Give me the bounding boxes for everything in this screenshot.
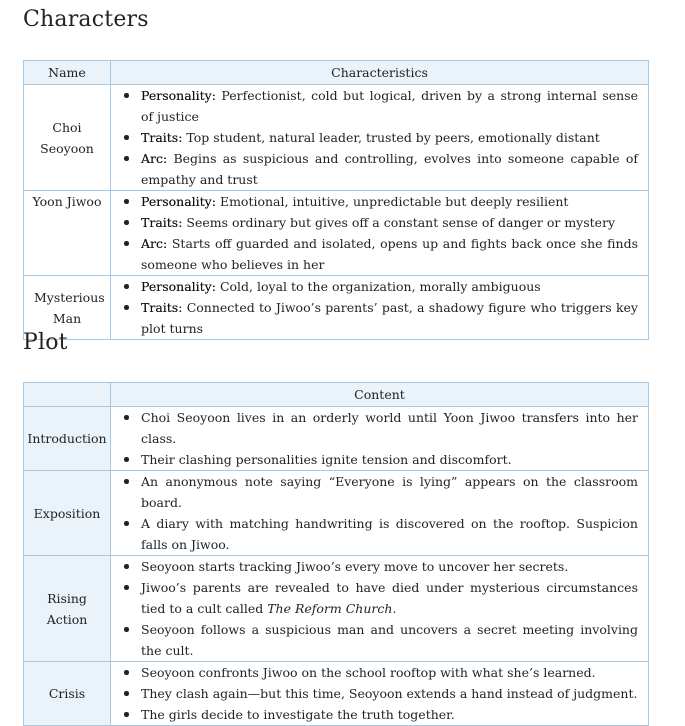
character-row-mysterious-man <box>24 276 649 340</box>
list-item: An anonymous note saying “Everyone is lying” appears on the classroom board. <box>129 471 638 513</box>
character-name: Mysterious Man <box>24 276 111 340</box>
characteristics-list <box>111 276 648 339</box>
column-header-name: Name <box>24 61 111 85</box>
plot-content <box>111 662 649 726</box>
list-item: Traits: Connected to Jiwoo’s parents’ past, a shadowy figure who triggers key plot turns <box>129 297 638 339</box>
plot-phase: Introduction <box>24 407 111 471</box>
column-header-content: Content <box>111 383 649 407</box>
plot-list <box>111 662 648 725</box>
plot-list <box>111 407 648 470</box>
plot-header-row <box>24 383 649 407</box>
plot-phase: Crisis <box>24 662 111 726</box>
list-item: Their clashing personalities ignite tension and discomfort. <box>129 449 638 470</box>
character-row-yoon-jiwoo <box>24 191 649 276</box>
list-item: Seoyoon starts tracking Jiwoo’s every move to uncover her secrets. <box>129 556 638 577</box>
character-row-choi-seoyoon <box>24 85 649 191</box>
cult-name: The Reform Church <box>267 601 393 616</box>
character-characteristics <box>111 191 649 276</box>
list-item: Personality: Perfectionist, cold but logical, driven by a strong internal sense of justice <box>129 85 638 127</box>
characters-header-row <box>24 61 649 85</box>
plot-list <box>111 471 648 555</box>
plot-content <box>111 471 649 556</box>
list-item: Traits: Seems ordinary but gives off a constant sense of danger or mystery <box>129 212 638 233</box>
list-item: A diary with matching handwriting is discovered on the rooftop. Suspicion falls on Jiwoo. <box>129 513 638 555</box>
list-item: They clash again—but this time, Seoyoon extends a hand instead of judgment. <box>129 683 638 704</box>
list-item: The girls decide to investigate the truth together. <box>129 704 638 725</box>
characters-heading: Characters <box>23 7 149 32</box>
list-item: Seoyoon follows a suspicious man and uncovers a secret meeting involving the cult. <box>129 619 638 661</box>
plot-row-introduction <box>24 407 649 471</box>
plot-row-exposition <box>24 471 649 556</box>
plot-row-crisis <box>24 662 649 726</box>
plot-phase: Rising Action <box>24 556 111 662</box>
character-name: Choi Seoyoon <box>24 85 111 191</box>
character-characteristics <box>111 85 649 191</box>
characteristics-list <box>111 191 648 275</box>
column-header-characteristics: Characteristics <box>111 61 649 85</box>
plot-row-rising-action <box>24 556 649 662</box>
plot-phase: Exposition <box>24 471 111 556</box>
list-item: Jiwoo’s parents are revealed to have died under mysterious circumstances tied to a cult called The Reform Church. <box>129 577 638 619</box>
list-item: Seoyoon confronts Jiwoo on the school rooftop with what she’s learned. <box>129 662 638 683</box>
list-item: Personality: Emotional, intuitive, unpredictable but deeply resilient <box>129 191 638 212</box>
character-characteristics <box>111 276 649 340</box>
list-item: Choi Seoyoon lives in an orderly world until Yoon Jiwoo transfers into her class. <box>129 407 638 449</box>
characteristics-list <box>111 85 648 190</box>
plot-list <box>111 556 648 661</box>
list-item: Arc: Starts off guarded and isolated, opens up and fights back once she finds someone who believes in her <box>129 233 638 275</box>
plot-content <box>111 407 649 471</box>
character-name: Yoon Jiwoo <box>24 191 111 276</box>
list-item: Personality: Cold, loyal to the organization, morally ambiguous <box>129 276 638 297</box>
list-item: Traits: Top student, natural leader, trusted by peers, emotionally distant <box>129 127 638 148</box>
plot-table <box>23 382 649 726</box>
characters-table <box>23 60 649 340</box>
plot-heading: Plot <box>23 330 68 355</box>
plot-content <box>111 556 649 662</box>
column-header-phase <box>24 383 111 407</box>
list-item: Arc: Begins as suspicious and controlling, evolves into someone capable of empathy and trust <box>129 148 638 190</box>
